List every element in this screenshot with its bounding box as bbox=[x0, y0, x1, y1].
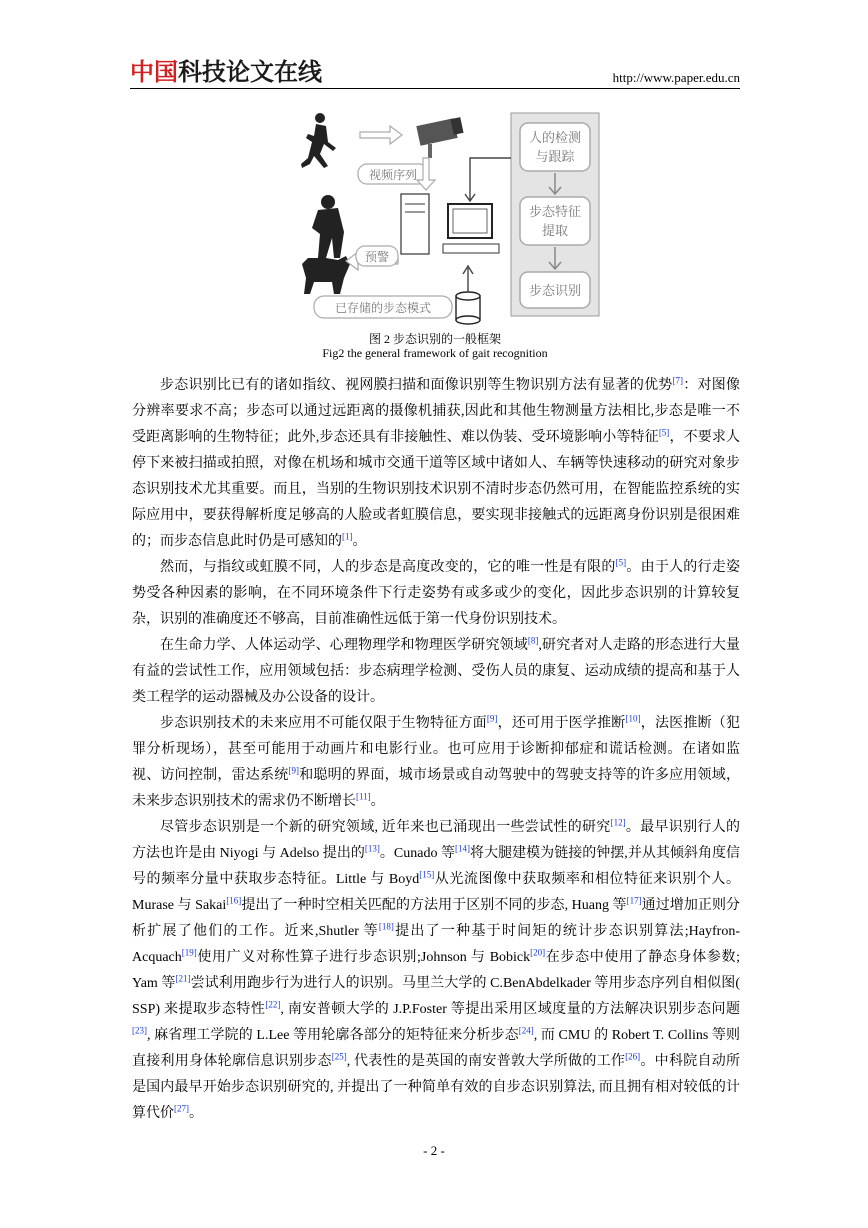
text-run: 通过增加正则分析扩展了他们的工作。近来,Shutler 等 bbox=[132, 898, 741, 939]
text-run: 和聪明的界面，城市场景或自动驾驶中的驾驶支持等的许多应用领域，未来步态识别技术的需求仍不断增长 bbox=[132, 768, 741, 809]
stored-label: 已存储的步态模式 bbox=[334, 301, 432, 315]
suspect-icon bbox=[302, 195, 350, 294]
site-logo bbox=[130, 58, 322, 86]
text-run: 。由于人的行走姿势受各种因素的影响，在不同环境条件下行走姿势有或多或少的变化，因此步态识别的计算较复杂，识别的准确度还不够高，目前准确性远低于第一代身份识别技术。 bbox=[132, 560, 741, 627]
citation-ref[interactable]: [9] bbox=[288, 765, 299, 776]
text-run: 。中科院自动所是国内最早开始步态识别研究的, 并提出了一种简单有效的自步态识别算法, 而且拥有相对较低的计算代价 bbox=[132, 1054, 741, 1121]
figure-caption-cn: 图 2 步态识别的一般框架 bbox=[368, 332, 501, 346]
text-run: , 代表性的是英国的南安普敦大学所做的工作 bbox=[346, 1054, 626, 1069]
citation-ref[interactable]: [23] bbox=[132, 1025, 147, 1036]
text-run: 提出了一种时空相关匹配的方法用于区别不同的步态, Huang 等 bbox=[241, 898, 627, 913]
text-run: 。 bbox=[189, 1106, 203, 1121]
logo-red-text: 中国 bbox=[130, 58, 178, 86]
citation-ref[interactable]: [26] bbox=[625, 1051, 641, 1062]
citation-ref[interactable]: [14] bbox=[455, 843, 471, 854]
camera-icon bbox=[416, 117, 463, 158]
text-run: 步态识别比已有的诸如指纹、视网膜扫描和面像识别等生物识别方法有显著的优势 bbox=[160, 378, 673, 393]
text-run: 在步态中使用了静态身体参数; Yam 等 bbox=[132, 950, 741, 991]
citation-ref[interactable]: [5] bbox=[658, 427, 670, 438]
alarm-label: 预警 bbox=[364, 250, 390, 264]
body-text bbox=[132, 373, 740, 1127]
runner-icon bbox=[301, 113, 336, 168]
text-run: ，还可用于医学推断 bbox=[497, 716, 626, 731]
arrow-right-icon bbox=[360, 126, 402, 144]
text-run: 使用广义对称性算子进行步态识别;Johnson 与 Bobick bbox=[196, 950, 531, 965]
body-paragraph bbox=[132, 555, 740, 633]
text-run: 。最早识别行人的方法也许是由 Niyogi 与 Adelso 提出的 bbox=[132, 820, 741, 861]
detect-label-2: 与跟踪 bbox=[535, 150, 575, 165]
text-run: 。 bbox=[352, 534, 367, 549]
computer-icon bbox=[401, 194, 499, 254]
citation-ref[interactable]: [13] bbox=[364, 843, 380, 854]
citation-ref[interactable]: [24] bbox=[518, 1025, 534, 1036]
citation-ref[interactable]: [1] bbox=[342, 531, 353, 542]
citation-ref[interactable]: [19] bbox=[181, 947, 197, 958]
feature-label-2: 提取 bbox=[541, 224, 569, 239]
text-run: 。 bbox=[370, 794, 385, 809]
header-url: http://www.paper.edu.cn bbox=[612, 70, 740, 85]
logo-black-text: 科技论文在线 bbox=[178, 58, 322, 86]
text-run: ,研究者对人走路的形态进行大量有益的尝试性工作，应用领域包括：步态病理学检测、受伤人员的康复、运动成绩的提高和基于人类工程学的运动器械及办公设备的设计。 bbox=[132, 638, 741, 705]
citation-ref[interactable]: [27] bbox=[174, 1103, 189, 1114]
database-icon bbox=[456, 292, 480, 324]
text-run: , 麻省理工学院的 L.Lee 等用轮廓各部分的矩特征来分析步态 bbox=[147, 1028, 519, 1043]
text-run: ，法医推断（犯罪分析现场），甚至可能用于动画片和电影行业。也可应用于诊断抑郁症和谎话检测。在诸如监视、访问控制，雷达系统 bbox=[132, 716, 741, 783]
text-run: , 南安普顿大学的 J.P.Foster 等提出采用区域度量的方法解决识别步态问题 bbox=[280, 1002, 740, 1017]
text-run: 步态识别技术的未来应用不可能仅限于生物特征方面 bbox=[160, 716, 487, 731]
db-arrow bbox=[463, 266, 473, 292]
citation-ref[interactable]: [12] bbox=[610, 817, 626, 828]
citation-ref[interactable]: [10] bbox=[625, 713, 641, 724]
citation-ref[interactable]: [9] bbox=[486, 713, 498, 724]
text-run: 在生命力学、人体运动学、心理物理学和物理医学研究领域 bbox=[160, 638, 528, 653]
connector-arrow bbox=[465, 158, 511, 201]
citation-ref[interactable]: [25] bbox=[331, 1051, 347, 1062]
citation-ref[interactable]: [15] bbox=[419, 869, 435, 880]
page-header bbox=[130, 58, 740, 89]
body-paragraph bbox=[132, 815, 740, 1127]
body-paragraph bbox=[132, 373, 740, 555]
citation-ref[interactable]: [22] bbox=[265, 999, 281, 1010]
citation-ref[interactable]: [8] bbox=[527, 635, 539, 646]
text-run: 从光流图像中获取频率和相位特征来识别个人。Murase 与 Sakai bbox=[132, 872, 740, 913]
citation-ref[interactable]: [17] bbox=[626, 895, 642, 906]
text-run: ，不要求人停下来被扫描或拍照，对像在机场和城市交通干道等区域中诸如人、车辆等快速移动的研究对象步态识别技术尤其重要。而且，当别的生物识别技术识别不清时步态仍然可用，在智能监控系统的实际应用中，要获得解析度足够高的人脸或者虹膜信息，要实现非接触式的远距离身份识别是很困难的；而步态信息此时仍是可感知的 bbox=[132, 430, 741, 549]
citation-ref[interactable]: [16] bbox=[226, 895, 242, 906]
text-run: , 而 CMU 的 Robert T. Collins 等则直接利用身体轮廓信息识别步态 bbox=[132, 1028, 741, 1069]
recog-label: 步态识别 bbox=[528, 284, 582, 299]
citation-ref[interactable]: [11] bbox=[356, 791, 371, 802]
gait-framework-figure bbox=[298, 108, 603, 326]
text-run: 提出了一种基于时间矩的统计步态识别算法;Hayfron- Acquach bbox=[132, 924, 740, 965]
text-run: 尝试利用跑步行为进行人的识别。马里兰大学的 C.BenAbdelkader 等用步态序列自相似图( SSP) 来提取步态特性 bbox=[132, 976, 740, 1017]
figure-caption-en: Fig2 the general framework of gait recognition bbox=[322, 346, 548, 360]
citation-ref[interactable]: [21] bbox=[175, 973, 191, 984]
text-run: 将大腿建模为链接的钟摆,并从其倾斜角度信号的频率分量中获取步态特征。Little 与 Boyd bbox=[132, 846, 740, 887]
page-number: - 2 - bbox=[423, 1143, 445, 1158]
text-run: ：对图像分辨率要求不高；步态可以通过远距离的摄像机捕获,因此和其他生物测量方法相比,步态是唯一不受距离影响的生物特征；此外,步态还具有非接触性、难以伪装、受环境影响小等特征 bbox=[132, 378, 741, 445]
video-seq-label: 视频序列 bbox=[368, 168, 418, 182]
text-run: 。Cunado 等 bbox=[379, 846, 456, 861]
body-paragraph bbox=[132, 633, 740, 711]
text-run: 尽管步态识别是一个新的研究领域, 近年来也已涌现出一些尝试性的研究 bbox=[160, 820, 611, 835]
citation-ref[interactable]: [7] bbox=[672, 375, 684, 386]
citation-ref[interactable]: [18] bbox=[378, 921, 394, 932]
feature-label-1: 步态特征 bbox=[528, 205, 582, 220]
text-run: 然而，与指纹或虹膜不同，人的步态是高度改变的，它的唯一性是有限的 bbox=[160, 560, 616, 575]
citation-ref[interactable]: [5] bbox=[615, 557, 627, 568]
body-paragraph bbox=[132, 711, 740, 815]
detect-label-1: 人的检测 bbox=[528, 131, 582, 146]
citation-ref[interactable]: [20] bbox=[530, 947, 546, 958]
